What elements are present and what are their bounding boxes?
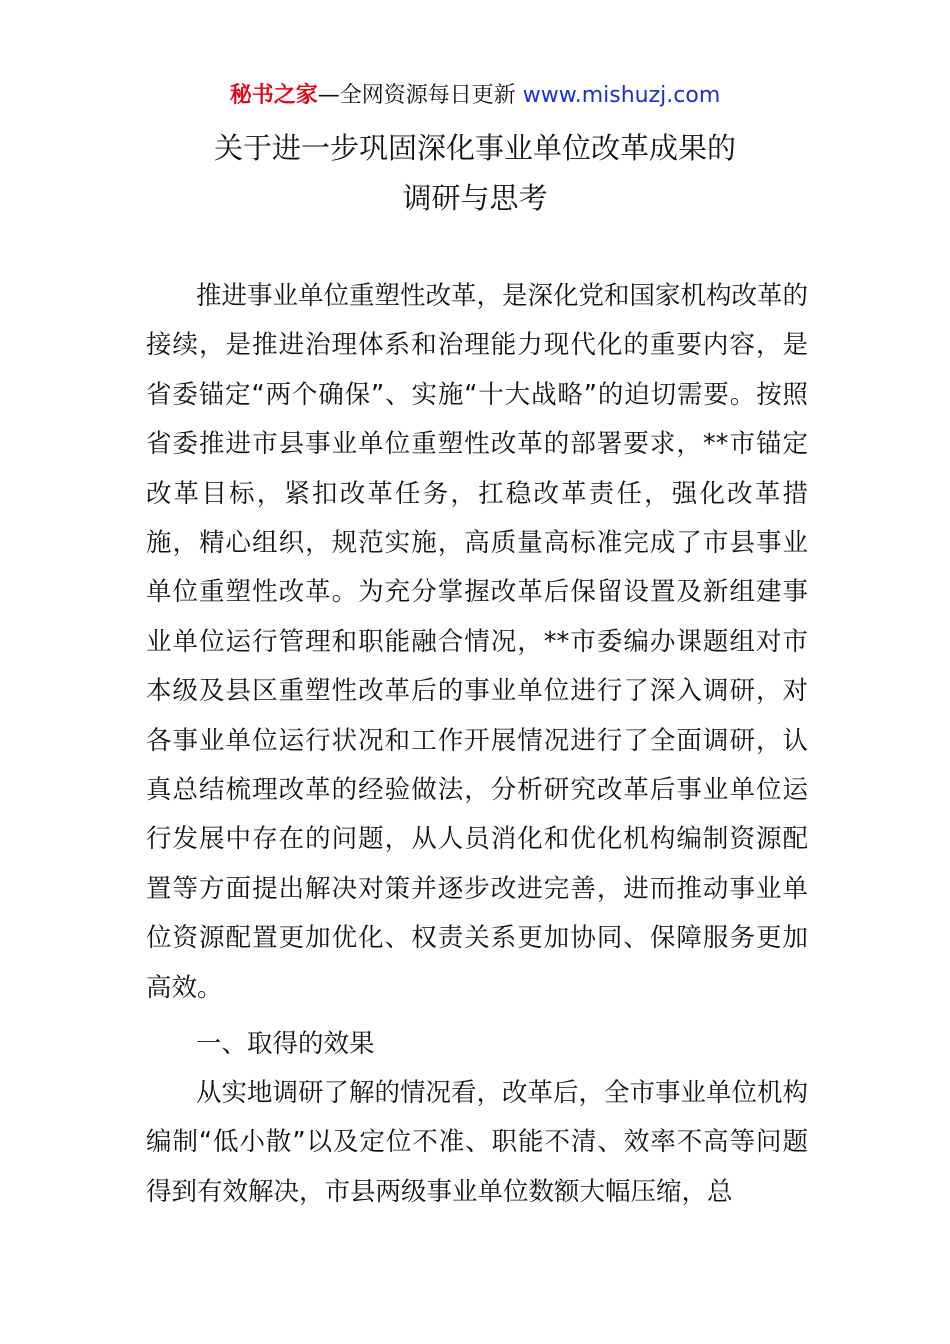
intro-paragraph: 推进事业单位重塑性改革，是深化党和国家机构改革的接续，是推进治理体系和治理能力现代化的重要内容，是省委锚定“两个确保”、实施“十大战略”的迫切需要。按照省委推进市县事业单位重塑性改革的部署要求，**市锚定改革目标，紧扣改革任务，扛稳改革责任，强化改革措施，精心组织，规范实施，高质量高标准完成了市县事业单位重塑性改革。为充分掌握改革后保留设置及新组建事业单位运行管理和职能融合情况，**市委编办课题组对市本级及县区重塑性改革后的事业单位进行了深入调研，对各事业单位运行状况和工作开展情况进行了全面调研，认真总结梳理改革的经验做法，分析研究改革后事业单位运行发展中存在的问题，从人员消化和优化机构编制资源配置等方面提出解决对策并逐步改进完善，进而推动事业单位资源配置更加优化、权责关系更加协同、保障服务更加高效。 [146,281,809,1003]
site-header [0,80,950,112]
document-title-line-2: 调研与思考 [402,181,548,215]
effects-paragraph: 从实地调研了解的情况看，改革后，全市事业单位机构编制“低小散”以及定位不准、职能不清、效率不高等问题得到有效解决，市县两级事业单位数额大幅压缩，总 [146,1078,809,1207]
section-heading-effects: 一、取得的效果 [196,1029,375,1059]
document-title-line-1: 关于进一步巩固深化事业单位改革成果的 [213,131,736,165]
brand-name: 秘书之家 [229,83,318,108]
header-tagline: —全网资源每日更新 [317,83,523,108]
site-url-link[interactable]: www.mishuzj.com [522,83,721,108]
